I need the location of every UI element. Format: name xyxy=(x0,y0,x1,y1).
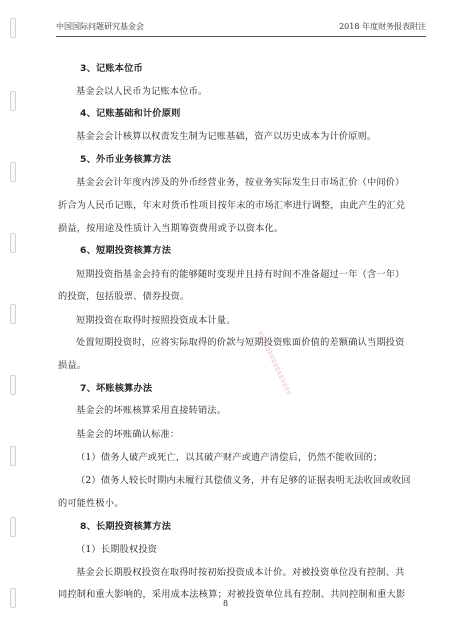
section-heading: 3、记账本位币 xyxy=(80,63,143,74)
binding-hole-mark xyxy=(10,517,16,537)
binding-hole-mark xyxy=(10,304,16,324)
section-heading: 7、坏账核算办法 xyxy=(80,383,153,394)
body-text-line: 基金会长期股权投资在取得时按初始投资成本计价。对被投资单位没有控制、共 xyxy=(76,567,405,578)
body-text-line: （1）债务人破产或死亡，以其破产财产或遗产清偿后，仍然不能收回的； xyxy=(76,452,383,463)
body-text-line: 短期投资在取得时按照投资成本计量。 xyxy=(76,315,236,326)
section-heading: 4、记账基础和计价原则 xyxy=(80,108,181,119)
body-text-line: 的投资，包括股票、债券投资。 xyxy=(58,291,190,302)
body-text-line: 基金会以人民币为记账本位币。 xyxy=(76,86,208,97)
body-text-line: 基金会会计年度内涉及的外币经营业务，按业务实际发生日市场汇价（中间价） xyxy=(76,177,405,188)
body-text-line: （2）债务人较长时期内未履行其偿债义务，并有足够的证据表明无法收回或收回 xyxy=(76,475,411,486)
page-header xyxy=(56,21,426,35)
body-text-line: 同控制和重大影响的，采用成本法核算；对被投资单位具有控制、共同控制和重大影 xyxy=(58,589,406,600)
section-heading: 8、长期投资核算方法 xyxy=(80,521,172,532)
body-text-line: 的可能性极小。 xyxy=(58,498,124,509)
binding-hole-mark xyxy=(10,375,16,395)
body-text-line: 折合为人民币记账，年末对货币性项目按年末的市场汇率进行调整，由此产生的汇兑 xyxy=(58,200,406,211)
body-text-line: 基金会的坏账确认标准： xyxy=(76,429,180,440)
header-organization: 中国国际问题研究基金会 xyxy=(56,22,144,31)
header-divider xyxy=(56,36,426,37)
body-text-line: 短期投资指基金会持有的能够随时变现并且持有时间不准备超过一年（含一年） xyxy=(76,269,405,280)
binding-hole-mark xyxy=(10,91,16,111)
body-text-line: 处置短期投资时，应将实际取得的价款与短期投资账面价值的差额确认当期投资 xyxy=(76,337,405,348)
section-heading: 5、外币业务核算方法 xyxy=(80,154,172,165)
binding-hole-mark xyxy=(10,18,16,38)
body-text-line: 基金会会计核算以权责发生制为记账基础，资产以历史成本为计价原则。 xyxy=(76,131,377,142)
header-report-title: 2018 年度财务报表附注 xyxy=(339,22,426,31)
section-heading: 6、短期投资核算方法 xyxy=(80,245,172,256)
binding-hole-mark xyxy=(10,162,16,182)
body-text-line: 损益，按用途及性质计入当期筹资费用或予以资本化。 xyxy=(58,223,284,234)
page-number: 8 xyxy=(222,599,229,608)
body-text-line: 损益。 xyxy=(58,360,87,371)
body-text-line: （1）长期股权投资 xyxy=(76,544,158,555)
binding-hole-mark xyxy=(10,446,16,466)
seal-stamp: ⠿⠿⠿⠿⠿⠿⠿⠿⠿⠿⠿⠿⠿⠿⠿⠿ xyxy=(255,330,292,397)
binding-hole-mark xyxy=(10,233,16,253)
body-text-line: 基金会的坏账核算采用直接转销法。 xyxy=(76,405,227,416)
